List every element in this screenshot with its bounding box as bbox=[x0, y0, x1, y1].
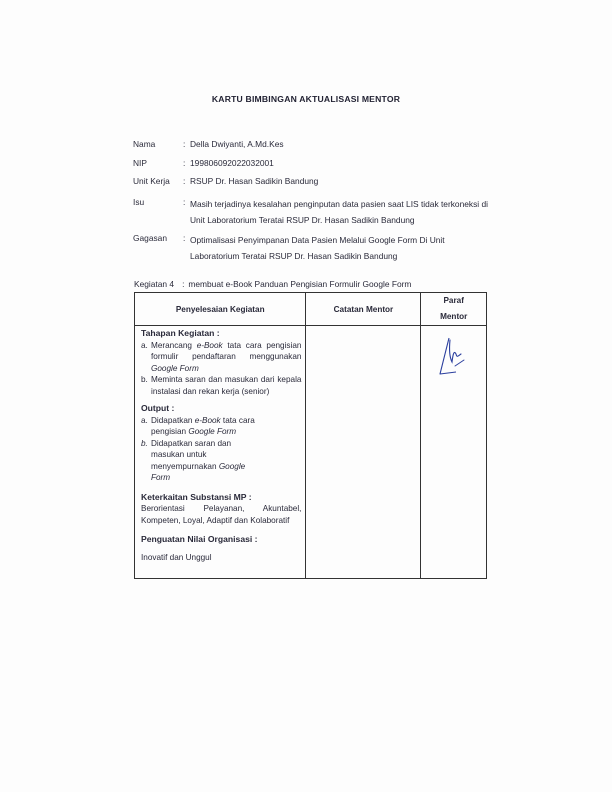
cell-paraf-mentor bbox=[421, 326, 487, 579]
info-value: RSUP Dr. Hasan Sadikin Bandung bbox=[190, 176, 319, 186]
info-value: 199806092022032001 bbox=[190, 158, 274, 168]
header-paraf bbox=[421, 293, 487, 326]
header-paraf-line1: Paraf bbox=[443, 296, 464, 305]
page-title: KARTU BIMBINGAN AKTUALISASI MENTOR bbox=[211, 94, 401, 104]
info-colon: : bbox=[183, 139, 186, 149]
info-label: Isu bbox=[133, 197, 145, 207]
mentor-signature-image bbox=[435, 332, 471, 380]
info-colon: : bbox=[183, 197, 186, 207]
text-run: Didapatkan saran dan masukan untuk menyempurnakan bbox=[151, 438, 232, 471]
penguatan-heading: Penguatan Nilai Organisasi : bbox=[141, 534, 258, 544]
kegiatan-label: Kegiatan 4 bbox=[134, 279, 175, 289]
output-item-b bbox=[141, 438, 301, 484]
text-run-italic: Google Form bbox=[151, 363, 199, 373]
penguatan-text: Inovatif dan Unggul bbox=[141, 552, 212, 562]
header-penyelesaian: Penyelesaian Kegiatan bbox=[135, 293, 306, 326]
list-marker: a. bbox=[141, 340, 148, 350]
text-run: Merancang bbox=[151, 340, 197, 350]
info-label: Nama bbox=[133, 139, 156, 149]
info-value: Della Dwiyanti, A.Md.Kes bbox=[190, 139, 284, 149]
kegiatan-value: membuat e-Book Panduan Pengisian Formulir Google Form bbox=[188, 279, 412, 289]
info-colon: : bbox=[183, 158, 186, 168]
list-marker: a. bbox=[141, 415, 148, 425]
text-run-italic: e-Book bbox=[196, 340, 223, 350]
text-run-italic: e-Book bbox=[194, 415, 221, 425]
table-body-row bbox=[135, 326, 487, 579]
output-heading: Output : bbox=[141, 403, 175, 413]
info-colon: : bbox=[183, 176, 186, 186]
text-run: tata cara pengisian bbox=[151, 415, 255, 436]
info-value: Masih terjadinya kesalahan penginputan data pasien saat LIS tidak terkoneksi di Unit Laboratorium Teratai RSUP Dr. Hasan Sadikin Bandung bbox=[190, 199, 488, 225]
table-header-row bbox=[135, 293, 487, 326]
tahapan-item-b bbox=[141, 374, 301, 397]
header-catatan: Catatan Mentor bbox=[306, 293, 421, 326]
kegiatan-colon: : bbox=[182, 279, 185, 289]
header-paraf-line2: Mentor bbox=[440, 312, 468, 321]
cell-penyelesaian bbox=[135, 326, 306, 579]
tahapan-item-a bbox=[141, 340, 301, 375]
guidance-table bbox=[134, 292, 487, 579]
info-label: Gagasan bbox=[133, 233, 167, 243]
info-value: Optimalisasi Penyimpanan Data Pasien Melalui Google Form Di Unit Laboratorium Teratai RSUP Dr. Hasan Sadikin Bandung bbox=[190, 235, 445, 261]
text-run: tata cara pengisian formulir pendaftaran menggunakan bbox=[151, 340, 302, 361]
info-label: NIP bbox=[133, 158, 147, 168]
cell-catatan-mentor bbox=[306, 326, 421, 579]
text-run-italic: Google Form bbox=[188, 427, 237, 436]
list-marker: b. bbox=[141, 438, 148, 448]
list-marker: b. bbox=[141, 375, 148, 384]
text-run-italic: Google Form bbox=[151, 461, 246, 482]
text-run: Didapatkan bbox=[151, 415, 195, 425]
keterkaitan-text: Berorientasi Pelayanan, Akuntabel, Kompeten, Loyal, Adaptif dan Kolaboratif bbox=[141, 504, 302, 525]
keterkaitan-heading: Keterkaitan Substansi MP : bbox=[141, 491, 252, 502]
output-item-a bbox=[141, 415, 301, 438]
tahapan-heading: Tahapan Kegiatan : bbox=[141, 328, 220, 338]
text-run: Meminta saran dan masukan dari kepala instalasi dan rekan kerja (senior) bbox=[151, 375, 302, 396]
info-label: Unit Kerja bbox=[133, 176, 170, 186]
info-colon: : bbox=[183, 233, 186, 243]
kegiatan-line bbox=[134, 279, 411, 289]
